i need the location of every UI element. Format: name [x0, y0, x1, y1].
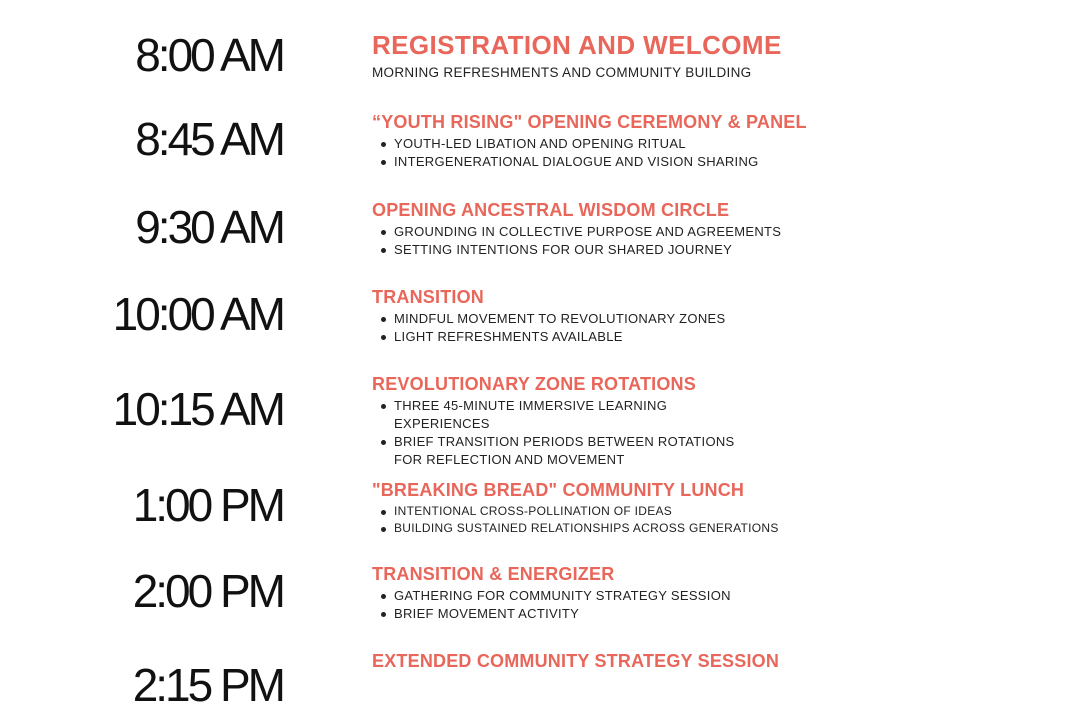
bullet-dot-icon — [381, 335, 386, 340]
bullet-item: MINDFUL MOVEMENT TO REVOLUTIONARY ZONES — [372, 310, 972, 328]
session-bullets — [372, 587, 972, 623]
bullet-dot-icon — [381, 248, 386, 253]
bullet-item: SETTING INTENTIONS FOR OUR SHARED JOURNEY — [372, 241, 972, 259]
time-label: 10:00 AM — [112, 288, 283, 340]
bullet-dot-icon — [381, 510, 386, 515]
bullet-dot-icon — [381, 440, 386, 445]
session-bullets — [372, 397, 752, 469]
bullet-item: BRIEF MOVEMENT ACTIVITY — [372, 605, 972, 623]
session-details — [372, 650, 972, 672]
time-label: 10:15 AM — [112, 383, 283, 435]
time-label: 2:00 PM — [132, 565, 283, 617]
bullet-dot-icon — [381, 317, 386, 322]
session-title: TRANSITION — [372, 287, 484, 307]
bullet-item: GROUNDING IN COLLECTIVE PURPOSE AND AGREEMENTS — [372, 223, 972, 241]
session-title: REVOLUTIONARY ZONE ROTATIONS — [372, 374, 696, 394]
session-subtitle: MORNING REFRESHMENTS AND COMMUNITY BUILDING — [372, 65, 752, 80]
session-title: EXTENDED COMMUNITY STRATEGY SESSION — [372, 651, 780, 671]
session-details — [372, 30, 972, 82]
time-label: 8:45 AM — [135, 113, 283, 165]
bullet-item: BUILDING SUSTAINED RELATIONSHIPS ACROSS GENERATIONS — [372, 520, 972, 537]
session-bullets — [372, 223, 972, 259]
session-bullets — [372, 135, 972, 171]
bullet-item: INTENTIONAL CROSS-POLLINATION OF IDEAS — [372, 503, 972, 520]
time-label: 1:00 PM — [132, 479, 283, 531]
time-label: 2:15 PM — [132, 659, 283, 711]
session-bullets — [372, 310, 972, 346]
bullet-dot-icon — [381, 404, 386, 409]
bullet-dot-icon — [381, 594, 386, 599]
session-title: REGISTRATION AND WELCOME — [372, 30, 782, 60]
bullet-item: THREE 45-MINUTE IMMERSIVE LEARNING EXPERIENCES — [372, 397, 752, 433]
bullet-item: INTERGENERATIONAL DIALOGUE AND VISION SHARING — [372, 153, 972, 171]
session-details — [372, 563, 972, 623]
session-title: "BREAKING BREAD" COMMUNITY LUNCH — [372, 480, 745, 500]
session-bullets — [372, 503, 972, 537]
bullet-dot-icon — [381, 230, 386, 235]
time-label: 8:00 AM — [135, 29, 283, 81]
session-details — [372, 286, 972, 346]
bullet-item: GATHERING FOR COMMUNITY STRATEGY SESSION — [372, 587, 972, 605]
bullet-item: YOUTH-LED LIBATION AND OPENING RITUAL — [372, 135, 972, 153]
session-details — [372, 199, 972, 259]
session-title: TRANSITION & ENERGIZER — [372, 564, 615, 584]
session-details — [372, 479, 972, 537]
bullet-dot-icon — [381, 527, 386, 532]
bullet-dot-icon — [381, 160, 386, 165]
bullet-item: BRIEF TRANSITION PERIODS BETWEEN ROTATIONS FOR REFLECTION AND MOVEMENT — [372, 433, 752, 469]
session-title: OPENING ANCESTRAL WISDOM CIRCLE — [372, 200, 730, 220]
session-details — [372, 111, 972, 171]
session-title: “YOUTH RISING" OPENING CEREMONY & PANEL — [372, 112, 807, 132]
session-details — [372, 373, 972, 469]
bullet-item: LIGHT REFRESHMENTS AVAILABLE — [372, 328, 972, 346]
time-label: 9:30 AM — [135, 201, 283, 253]
bullet-dot-icon — [381, 612, 386, 617]
bullet-dot-icon — [381, 142, 386, 147]
